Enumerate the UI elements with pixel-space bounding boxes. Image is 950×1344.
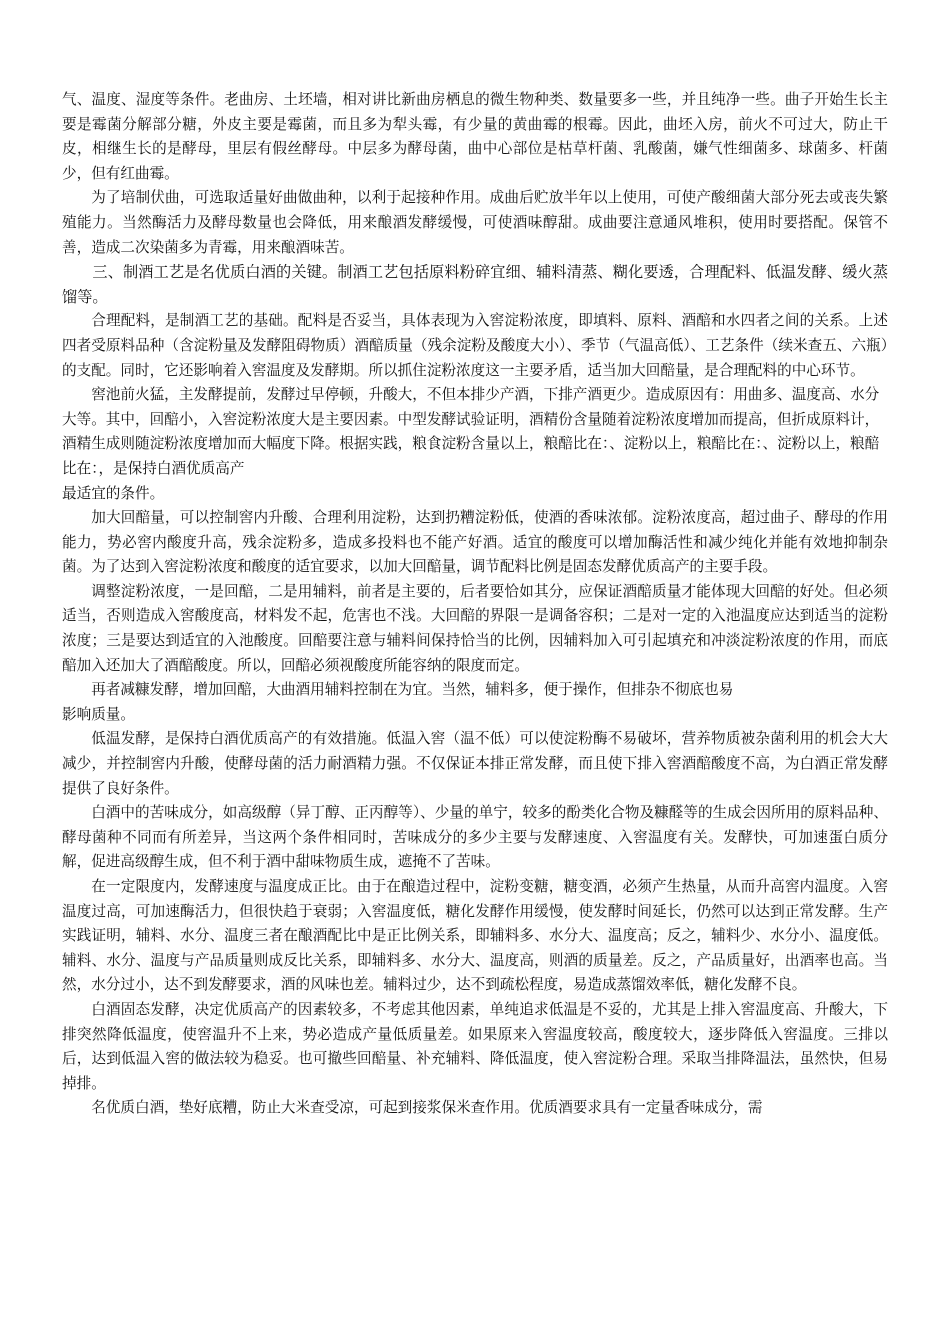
paragraph: 最适宜的条件。 (62, 484, 165, 502)
paragraph: 三、制酒工艺是名优质白酒的关键。制酒工艺包括原料粉碎宜细、辅料清蒸、糊化要透，合理配料、低温发酵、缓火蒸馏等。 (62, 263, 888, 306)
document-page (62, 88, 888, 1121)
paragraph: 加大回醅量，可以控制窖内升酸、合理利用淀粉，达到扔糟淀粉低，使酒的香味浓郁。淀粉浓度高，超过曲子、酵母的作用能力，势必窖内酸度升高，残余淀粉多，造成多投料也不能产好酒。适宜的酸度可以增加酶活性和减少纯化并能有效地抑制杂菌。为了达到入窖淀粉浓度和酸度的适宜要求，以加大回醅量，调节配料比例是固态发酵优质高产的主要手段。 (62, 509, 888, 576)
paragraph: 合理配料，是制酒工艺的基础。配料是否妥当，具体表现为入窖淀粉浓度，即填料、原料、酒醅和水四者之间的关系。上述四者受原料品种（含淀粉量及发酵阻碍物质）酒醅质量（残余淀粉及酸度大小）、季节（气温高低）、工艺条件（续米查五、六瓶）的支配。同时，它还影响着入窖温度及发酵期。所以抓住淀粉浓度这一主要矛盾，适当加大回醅量，是合理配料的中心环节。 (62, 312, 888, 379)
paragraph: 调整淀粉浓度，一是回醅，二是用辅料，前者是主要的，后者要恰如其分，应保证酒醅质量才能体现大回醅的好处。但必须适当，否则造成入窖酸度高，材料发不起，危害也不浅。大回醅的界限一是调备容积；二是对一定的入池温度应达到适当的淀粉浓度；三是要达到适宜的入池酸度。回醅要注意与辅料间保持恰当的比例，因辅料加入可引起填充和冲淡淀粉浓度的作用，而底醅加入还加大了酒醅酸度。所以，回醅必须视酸度所能容纳的限度而定。 (62, 582, 888, 674)
paragraph: 影响质量。 (62, 705, 135, 723)
paragraph: 白酒中的苦味成分，如高级醇（异丁醇、正丙醇等）、少量的单宁，较多的酚类化合物及糠醛等的生成会因所用的原料品种、酵母菌种不同而有所差异，当这两个条件相同时，苦味成分的多少主要与发酵速度、入窖温度有关。发酵快，可加速蛋白质分解，促进高级醇生成，但不利于酒中甜味物质生成，遮掩不了苦味。 (62, 804, 888, 871)
paragraph: 在一定限度内，发酵速度与温度成正比。由于在酿造过程中，淀粉变糖，糖变酒，必须产生热量，从而升高窖内温度。入窖温度过高，可加速酶活力，但很快趋于衰弱；入窖温度低，糖化发酵作用缓慢，使发酵时间延长，仍然可以达到正常发酵。生产实践证明，辅料、水分、温度三者在酿酒配比中是正比例关系，即辅料多、水分大、温度高；反之，辅料少、水分小、温度低。辅料、水分、温度与产品质量则成反比关系，即辅料多、水分大、温度高，则酒的质量差。反之，产品质量好，出酒率也高。当然，水分过小，达不到发酵要求，酒的风味也差。辅料过少，达不到疏松程度，易造成蒸馏效率低，糖化发酵不良。 (62, 878, 888, 994)
paragraph: 名优质白酒，垫好底糟，防止大米查受凉，可起到接浆保米查作用。优质酒要求具有一定量香味成分，需 (91, 1099, 763, 1117)
paragraph: 窖池前火猛，主发酵提前，发酵过早停顿，升酸大，不但本排少产酒，下排产酒更少。造成原因有：用曲多、温度高、水分大等。其中，回醅小，入窖淀粉浓度大是主要因素。中型发酵试验证明，酒精份含量随着淀粉浓度增加而提高，但折成原料计，酒精生成则随淀粉浓度增加而大幅度下降。根据实践，粮食淀粉含量以上，粮醅比在：、淀粉以上，粮醅比在：、淀粉以上，粮醅比在：，是保持白酒优质高产 (62, 386, 880, 477)
paragraph: 再者减糠发酵，增加回醅，大曲酒用辅料控制在为宜。当然，辅料多，便于操作，但排杂不彻底也易 (91, 681, 734, 699)
paragraph: 为了培制伏曲，可选取适量好曲做曲种，以利于起接种作用。成曲后贮放半年以上使用，可使产酸细菌大部分死去或丧失繁殖能力。当然酶活力及酵母数量也会降低，用来酿酒发酵缓慢，可使酒味醇甜。成曲要注意通风堆积，使用时要搭配。保管不善，造成二次染菌多为青霉，用来酿酒味苦。 (62, 189, 888, 256)
paragraph: 白酒固态发酵，决定优质高产的因素较多，不考虑其他因素，单纯追求低温是不妥的，尤其是上排入窖温度高、升酸大，下排突然降低温度，使窖温升不上来，势必造成产量低质量差。如果原来入窖温度较高，酸度较大，逐步降低入窖温度。三排以后，达到低温入窖的做法较为稳妥。也可撤些回醅量、补充辅料、降低温度，使入窖淀粉合理。采取当排降温法，虽然快，但易掉排。 (62, 1000, 888, 1092)
paragraph: 低温发酵，是保持白酒优质高产的有效措施。低温入窖（温不低）可以使淀粉酶不易破坏，营养物质被杂菌利用的机会大大减少，并控制窖内升酸，使酵母菌的活力耐酒精力强。不仅保证本排正常发酵，而且使下排入窖酒醅酸度不高，为白酒正常发酵提供了良好条件。 (62, 730, 888, 797)
paragraph: 气、温度、湿度等条件。老曲房、土坯墙，相对讲比新曲房栖息的微生物种类、数量要多一些，并且纯净一些。曲子开始生长主要是霉菌分解部分糖，外皮主要是霉菌，而且多为犁头霉，有少量的黄曲霉的根霉。因此，曲坯入房，前火不可过大，防止干皮，相继生长的是酵母，里层有假丝酵母。中层多为酵母菌，曲中心部位是枯草杆菌、乳酸菌，嫌气性细菌多、球菌多、杆菌少，但有红曲霉。 (62, 91, 888, 182)
